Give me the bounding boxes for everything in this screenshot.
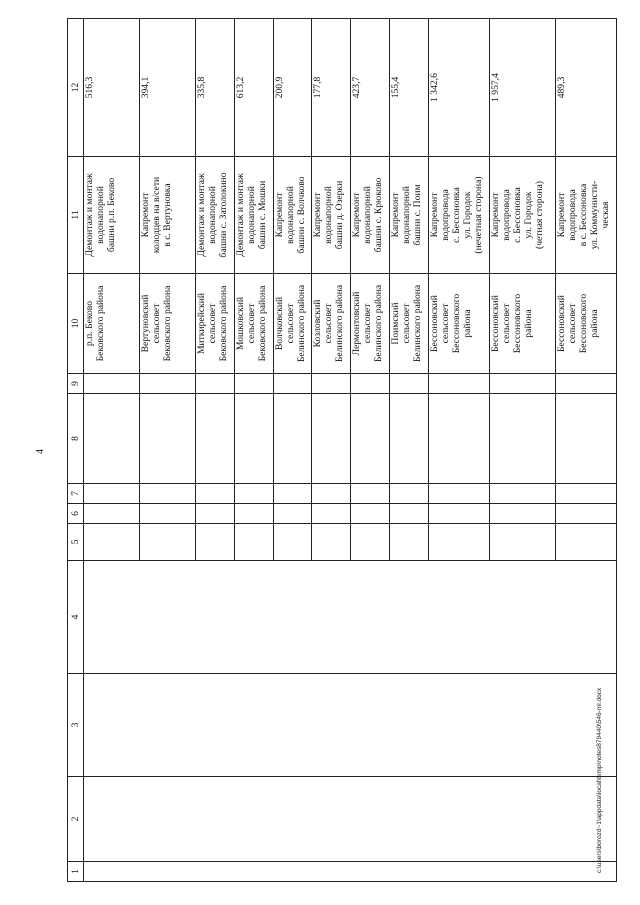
cell-work-description: Капремонт водонапорной башни с. Крюково [351, 157, 390, 274]
cell-work-description: Капремонт водонапорной башни с. Волчково [274, 157, 312, 274]
cell-work-description: Капремонт водопровода с. Бессоновка ул. Городок (четная сторона) [490, 157, 556, 274]
page-number: 4 [35, 449, 46, 454]
cell-empty [196, 394, 235, 484]
cell-empty [556, 374, 617, 394]
cell-empty [84, 374, 140, 394]
col-header-1: 1 [68, 862, 84, 882]
cell-empty [274, 504, 312, 524]
cell-empty [235, 504, 274, 524]
col-header-9: 9 [68, 374, 84, 394]
cell-work-description: Демонтаж и монтаж водонапорной башни с. Мошки [235, 157, 274, 274]
cell-amount: 613,2 [235, 19, 274, 157]
cell-empty [140, 394, 196, 484]
cell-empty [312, 484, 351, 504]
cell-amount: 335,8 [196, 19, 235, 157]
cell-empty [390, 394, 429, 484]
col-header-6: 6 [68, 504, 84, 524]
cell-work-description: Демонтаж и монтаж водонапорной башни р.п. Беково [84, 157, 140, 274]
cell-empty [196, 524, 235, 561]
cell-empty [390, 504, 429, 524]
cell-empty [390, 484, 429, 504]
cell-municipality: Вертуновский сельсовет Бековского района [140, 274, 196, 374]
col-header-11: 11 [68, 157, 84, 274]
cell-work-description: Капремонт водонапорной башни д. Озерки [312, 157, 351, 274]
col-header-12: 12 [68, 19, 84, 157]
cell-empty [274, 484, 312, 504]
header-row [68, 19, 84, 882]
cell-municipality: Мошковский сельсовет Бековского района [235, 274, 274, 374]
cell-empty [351, 374, 390, 394]
cell-empty [312, 394, 351, 484]
col-header-8: 8 [68, 394, 84, 484]
cell-municipality: Бессоновский сельсовет Бессоновского района [490, 274, 556, 374]
cell-empty [235, 374, 274, 394]
cell-municipality: Козловский сельсовет Белинского района [312, 274, 351, 374]
table-row [84, 19, 140, 882]
cell-empty [235, 524, 274, 561]
col-header-2: 2 [68, 777, 84, 862]
cell-empty [196, 484, 235, 504]
cell-amount: 423,7 [351, 19, 390, 157]
cell-work-description: Капремонт водопровода с. Бессоновка ул. Городок (нечетная сторона) [429, 157, 490, 274]
col-header-10: 10 [68, 274, 84, 374]
cell-empty [140, 484, 196, 504]
cell-empty [429, 484, 490, 504]
cell-empty [490, 484, 556, 504]
cell-empty [429, 394, 490, 484]
cell-municipality: р.п. Беково Бековского района [84, 274, 140, 374]
cell-empty [490, 374, 556, 394]
cell-empty [490, 524, 556, 561]
cell-municipality: Поимский сельсовет Белинского района [390, 274, 429, 374]
col-header-7: 7 [68, 484, 84, 504]
cell-municipality: Бессоновский сельсовет Бессоновского района [556, 274, 617, 374]
cell-work-description: Капремонт водонапорной башни с. Поим [390, 157, 429, 274]
col-header-5: 5 [68, 524, 84, 561]
cell-empty [274, 374, 312, 394]
cell-empty [140, 504, 196, 524]
cell-municipality: Бессоновский сельсовет Бессоновского района [429, 274, 490, 374]
cell-empty [235, 484, 274, 504]
cell-empty [490, 394, 556, 484]
cell-empty [556, 394, 617, 484]
cell-empty [429, 524, 490, 561]
col-header-4: 4 [68, 561, 84, 674]
cell-amount: 200,9 [274, 19, 312, 157]
cell-empty [312, 524, 351, 561]
cell-empty [84, 524, 140, 561]
cell-empty [390, 374, 429, 394]
cell-empty [84, 862, 617, 882]
cell-empty [84, 394, 140, 484]
cell-empty [140, 524, 196, 561]
cell-empty [274, 394, 312, 484]
cell-empty [84, 777, 617, 862]
cell-municipality: Лермонтовский сельсовет Белинского района [351, 274, 390, 374]
cell-amount: 489,3 [556, 19, 617, 157]
cell-empty [351, 394, 390, 484]
cell-amount: 394,1 [140, 19, 196, 157]
cell-empty [196, 504, 235, 524]
cell-work-description: Капремонт водопровода в с. Бессоновка ул. Коммунисти- ческая [556, 157, 617, 274]
cell-empty [274, 524, 312, 561]
cell-empty [429, 504, 490, 524]
cell-municipality: Волчковский сельсовет Белинского района [274, 274, 312, 374]
cell-amount: 1 957,4 [490, 19, 556, 157]
data-table [67, 18, 617, 882]
cell-work-description: Капремонт колодцев на в/сети в с. Вертуновка [140, 157, 196, 274]
cell-municipality: Миткирейский сельсовет Бековского района [196, 274, 235, 374]
cell-empty [429, 374, 490, 394]
cell-empty [490, 504, 556, 524]
cell-empty [84, 484, 140, 504]
cell-empty [351, 504, 390, 524]
cell-empty [312, 374, 351, 394]
cell-empty [351, 484, 390, 504]
cell-empty [312, 504, 351, 524]
cell-empty [556, 484, 617, 504]
cell-empty [235, 394, 274, 484]
cell-empty [140, 374, 196, 394]
cell-empty [556, 524, 617, 561]
col-header-3: 3 [68, 674, 84, 777]
cell-empty [84, 561, 617, 674]
cell-amount: 1 342,6 [429, 19, 490, 157]
cell-amount: 155,4 [390, 19, 429, 157]
cell-empty [351, 524, 390, 561]
cell-work-description: Демонтаж и монтаж водонапорной башни с. Затолокино [196, 157, 235, 274]
file-path-footer: c:\users\borozd~1\appdata\local\temp\notes879440\546-ml.docx [596, 687, 603, 873]
cell-empty [390, 524, 429, 561]
cell-empty [84, 504, 140, 524]
cell-amount: 177,8 [312, 19, 351, 157]
cell-empty [196, 374, 235, 394]
cell-amount: 516,3 [84, 19, 140, 157]
cell-empty [84, 674, 617, 777]
cell-empty [556, 504, 617, 524]
